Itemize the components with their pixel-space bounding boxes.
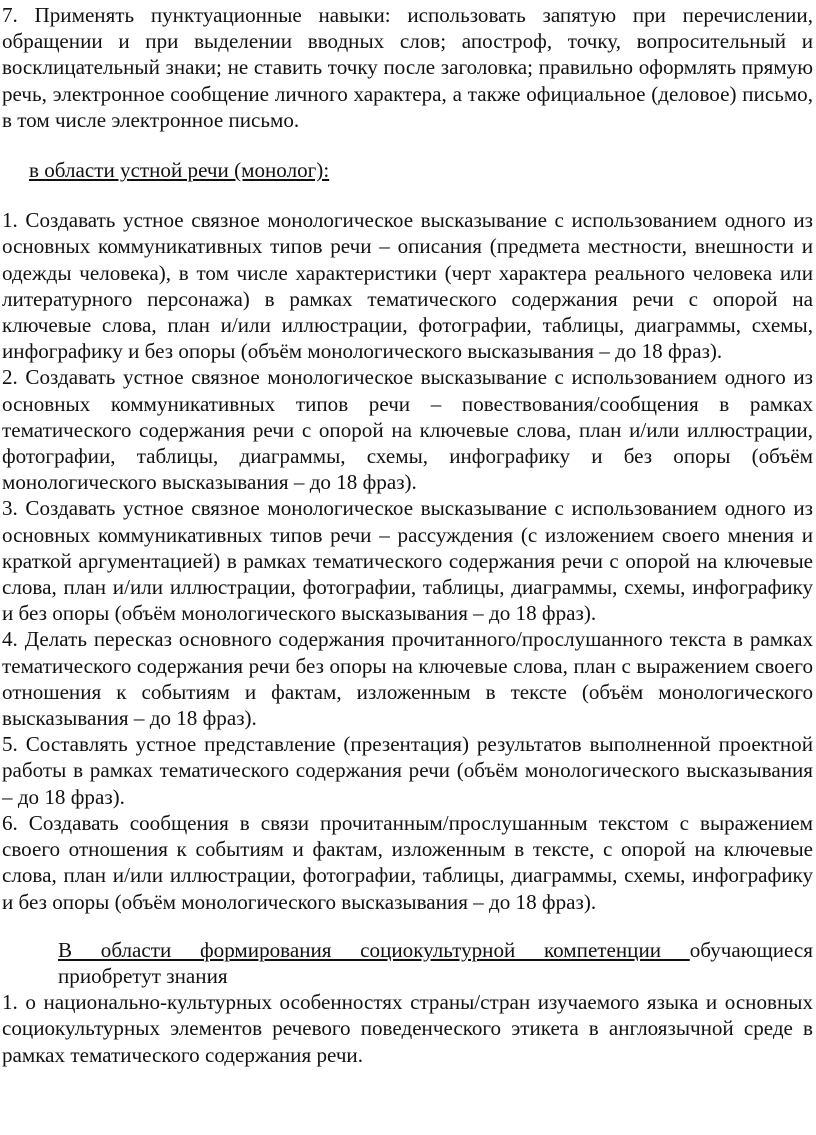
socio-heading-rest-2: приобретут знания: [58, 963, 228, 988]
item-7-paragraph: 7. Применять пунктуационные навыки: использовать запятую при перечислении, обращении и при выделении вводных слов; апостроф, точку, вопросительный и восклицательный знаки; не ставить точку после заголовка; правильно оформлять прямую речь, электронное сообщение личного характера, а также официальное (деловое) письмо, в том числе электронное письмо.: [2, 3, 813, 132]
socio-heading-underlined: В области формирования социокультурной компетенции: [58, 937, 690, 962]
oral-item-3: 3. Создавать устное связное монологическое высказывание с использованием одного из основных коммуникативных типов речи – рассуждения (с изложением своего мнения и краткой аргументацией) в рамках тематического содержания речи с опорой на ключевые слова, план и/или иллюстрации, фотографии, таблицы, диаграммы, схемы, инфографику и без опоры (объём монологического высказывания – до 18 фраз).: [2, 496, 813, 626]
oral-item-6: 6. Создавать сообщения в связи прочитанным/прослушанным текстом с выражением своего отношения к событиям и фактам, изложенным в тексте, с опорой на ключевые слова, план и/или иллюстрации, фотографии, таблицы, диаграммы, схемы, инфографику и без опоры (объём монологического высказывания – до 18 фраз).: [2, 810, 813, 914]
socio-heading-rest-1: обучающиеся: [689, 937, 813, 962]
oral-speech-heading: [2, 157, 813, 183]
socio-heading-line-2: [2, 963, 813, 989]
oral-item-4: 4. Делать пересказ основного содержания прочитанного/прослушанного текста в рамках тематического содержания речи без опоры на ключевые слова, план с выражением своего отношения к событиям и фактам, изложенным в тексте (объём монологического высказывания – до 18 фраз).: [2, 627, 813, 731]
oral-speech-heading-text: в области устной речи (монолог):: [29, 158, 330, 183]
oral-item-2: 2. Создавать устное связное монологическое высказывание с использованием одного из основных коммуникативных типов речи – повествования/сообщения в рамках тематического содержания речи с опорой на ключевые слова, план и/или иллюстрации, фотографии, таблицы, диаграммы, схемы, инфографику и без опоры (объём монологического высказывания – до 18 фраз).: [2, 365, 813, 495]
socio-heading-line-1: [2, 937, 813, 963]
oral-item-1: 1. Создавать устное связное монологическое высказывание с использованием одного из основных коммуникативных типов речи – описания (предмета местности, внешности и одежды человека), в том числе характеристики (черт характера реального человека или литературного персонажа) в рамках тематического содержания речи с опорой на ключевые слова, план и/или иллюстрации, фотографии, таблицы, диаграммы, схемы, инфографику и без опоры (объём монологического высказывания – до 18 фраз).: [2, 208, 813, 364]
socio-item-1: 1. о национально-культурных особенностях страны/стран изучаемого языка и основных социокультурных элементов речевого поведенческого этикета в англоязычной среде в рамках тематического содержания речи.: [2, 990, 813, 1067]
oral-speech-list: [2, 207, 813, 914]
oral-item-5: 5. Составлять устное представление (презентация) результатов выполненной проектной работы в рамках тематического содержания речи (объём монологического высказывания – до 18 фраз).: [2, 732, 813, 809]
